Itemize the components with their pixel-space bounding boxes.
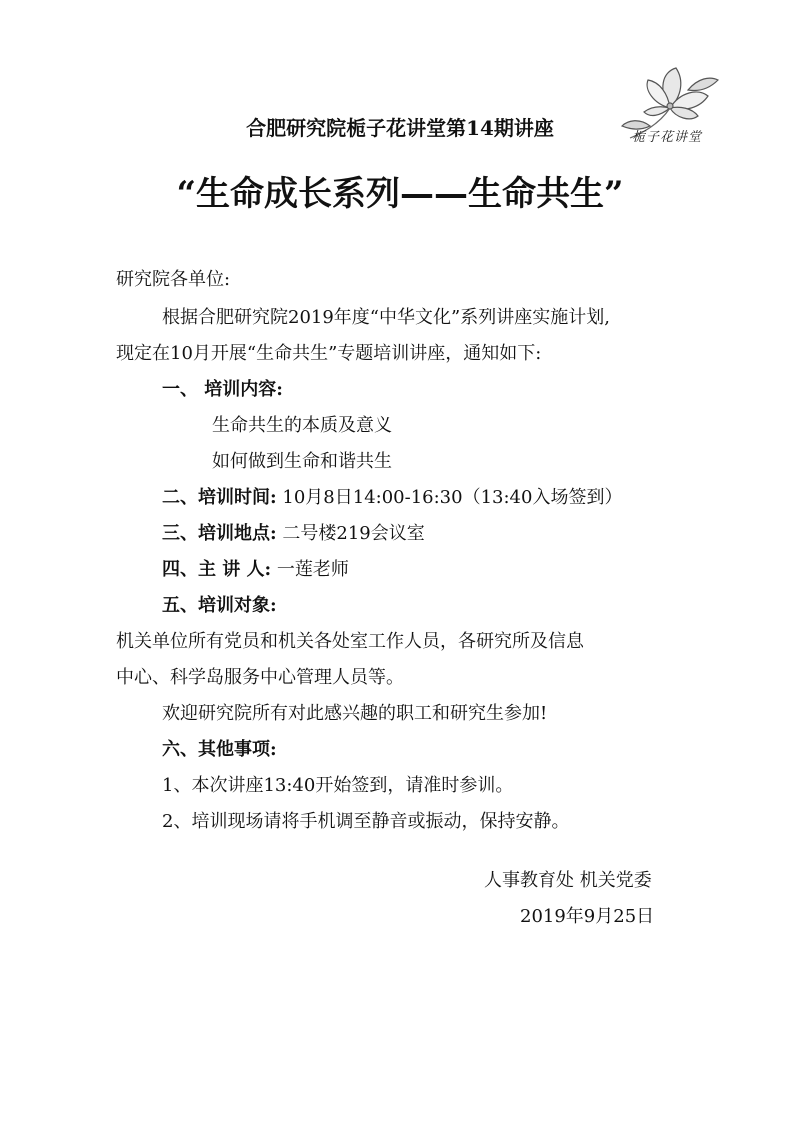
section-4-heading: 四、主 讲 人: (162, 559, 272, 580)
content-item-2: 如何做到生命和谐共生 (212, 451, 392, 472)
training-time: 10月8日14:00-16:30（13:40入场签到） (282, 487, 623, 508)
audience-text-2: 中心、科学岛服务中心管理人员等。 (116, 667, 404, 688)
salutation: 研究院各单位: (116, 269, 231, 290)
content-item-1: 生命共生的本质及意义 (212, 415, 392, 436)
section-6-heading: 六、其他事项: (162, 739, 277, 760)
other-item-2: 2、培训现场请将手机调至静音或振动，保持安静。 (162, 811, 570, 832)
section-2-heading: 二、培训时间: (162, 487, 277, 508)
intro-line-1: 根据合肥研究院2019年度“中华文化”系列讲座实施计划, (162, 307, 610, 328)
issue-date: 2019年9月25日 (520, 906, 655, 927)
section-5-heading: 五、培训对象: (162, 595, 277, 616)
notice-title: “生命成长系列——生命共生” (176, 174, 624, 214)
speaker-name: 一莲老师 (276, 559, 349, 580)
lecture-series-subtitle: 合肥研究院栀子花讲堂第14期讲座 (246, 116, 554, 140)
audience-text-3: 欢迎研究院所有对此感兴趣的职工和研究生参加! (162, 703, 548, 724)
section-3-heading: 三、培训地点: (162, 523, 277, 544)
training-location: 二号楼219会议室 (282, 523, 425, 544)
logo-caption: 栀子花讲堂 (632, 130, 703, 145)
issuing-organizations: 人事教育处 机关党委 (484, 870, 652, 891)
section-1-heading: 一、 培训内容: (162, 379, 283, 400)
other-item-1: 1、本次讲座13:40开始签到，请准时参训。 (162, 775, 514, 796)
audience-text-1: 机关单位所有党员和机关各处室工作人员，各研究所及信息 (116, 631, 584, 652)
intro-line-2: 现定在10月开展“生命共生”专题培训讲座，通知如下: (116, 343, 542, 364)
